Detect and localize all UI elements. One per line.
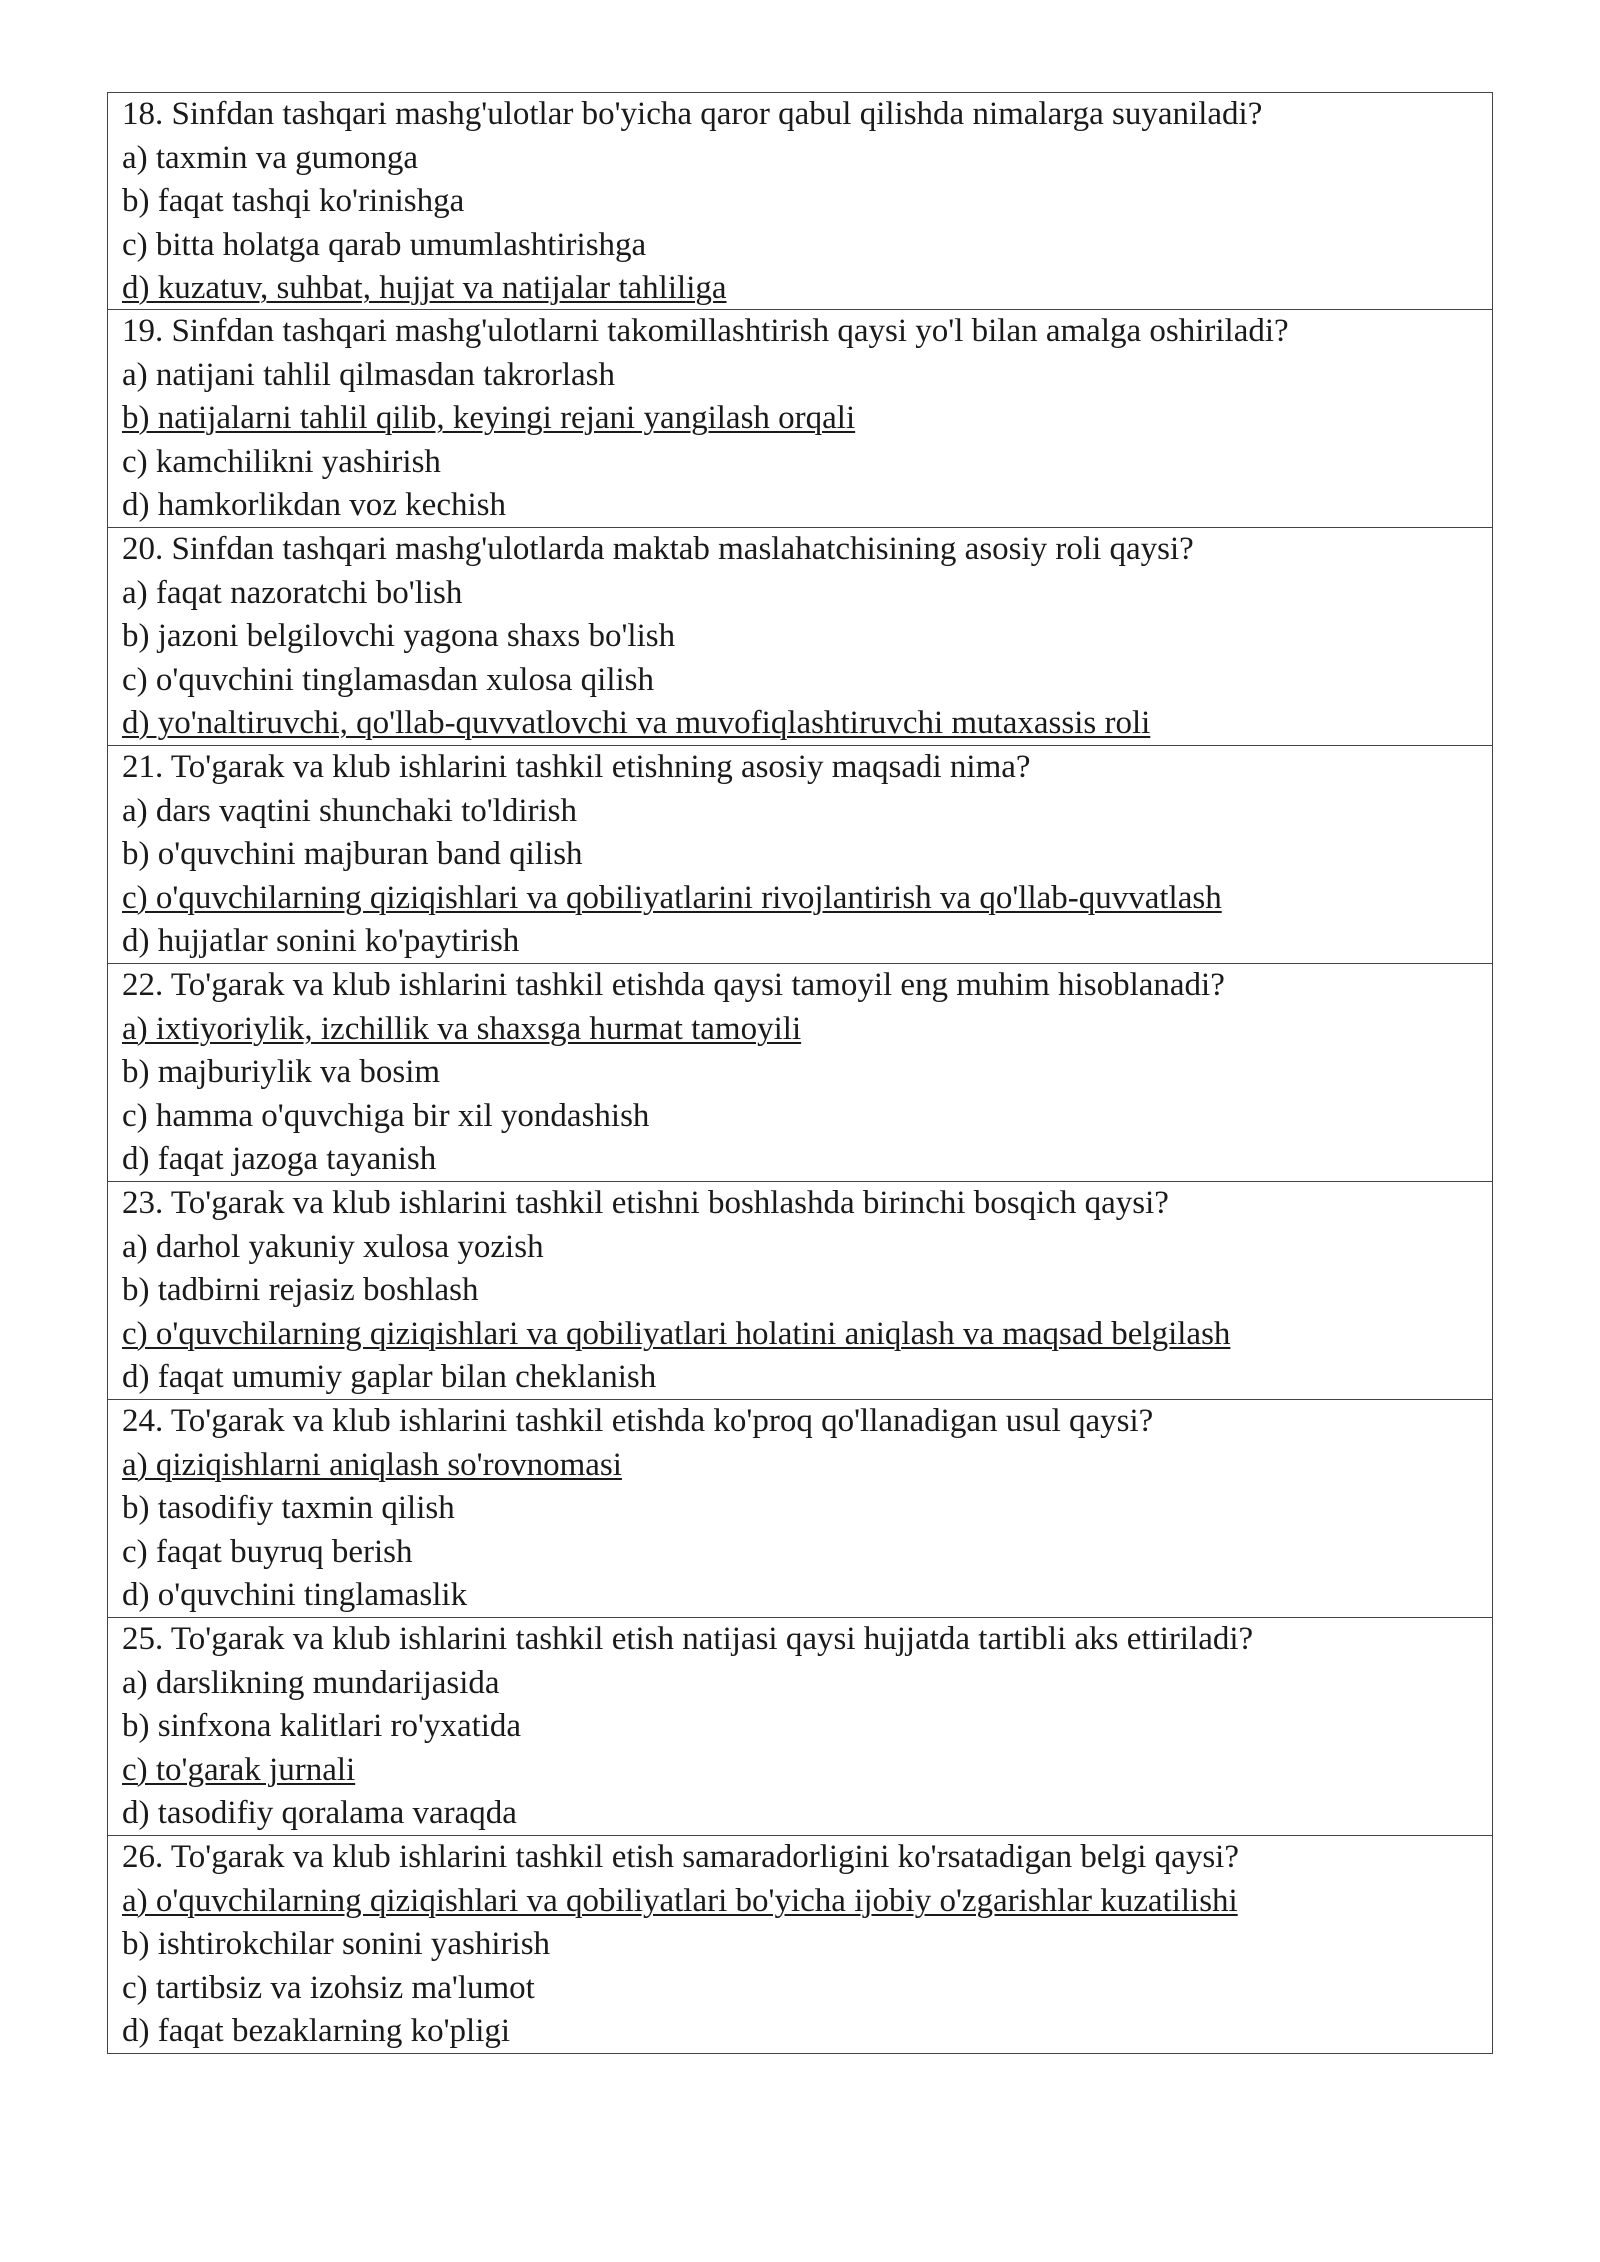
answer-option: b) tadbirni rejasiz boshlash xyxy=(122,1272,479,1308)
answer-option: c) tartibsiz va izohsiz ma'lumot xyxy=(122,1969,535,2006)
question-cell xyxy=(108,1181,1492,1399)
answer-option: d) faqat jazoga tayanish xyxy=(122,1141,437,1177)
correct-answer-option: d) yo'naltiruvchi, qo'llab-quvvatlovchi va muvofiqlashtiruvchi mutaxassis roli xyxy=(122,705,1151,741)
correct-answer-option: d) kuzatuv, suhbat, hujjat va natijalar tahliliga xyxy=(122,270,727,306)
answer-option: a) taxmin va gumonga xyxy=(122,139,419,176)
question-text: 25. To'garak va klub ishlarini tashkil etish natijasi qaysi hujjatda tartibli aks ettiriladi? xyxy=(122,1621,1254,1657)
question-cell xyxy=(108,963,1492,1181)
answer-option: d) hamkorlikdan voz kechish xyxy=(122,487,506,523)
question-text: 24. To'garak va klub ishlarini tashkil etishda ko'proq qo'llanadigan usul qaysi? xyxy=(122,1403,1154,1439)
answer-option: a) darhol yakuniy xulosa yozish xyxy=(122,1228,544,1265)
answer-option: b) tasodifiy taxmin qilish xyxy=(122,1490,455,1526)
answer-option: d) hujjatlar sonini ko'paytirish xyxy=(122,923,520,959)
answer-option: c) faqat buyruq berish xyxy=(122,1533,413,1570)
answer-option: b) ishtirokchilar sonini yashirish xyxy=(122,1926,551,1962)
question-text: 22. To'garak va klub ishlarini tashkil etishda qaysi tamoyil eng muhim hisoblanadi? xyxy=(122,967,1225,1003)
question-cell xyxy=(108,745,1492,963)
answer-option: c) bitta holatga qarab umumlashtirishga xyxy=(122,226,647,263)
answer-option: a) natijani tahlil qilmasdan takrorlash xyxy=(122,356,616,393)
correct-answer-option: c) o'quvchilarning qiziqishlari va qobiliyatlarini rivojlantirish va qo'llab-quvvatlash xyxy=(122,879,1222,916)
question-cell xyxy=(108,1399,1492,1617)
correct-answer-option: a) ixtiyoriylik, izchillik va shaxsga hurmat tamoyili xyxy=(122,1010,802,1047)
correct-answer-option: a) o'quvchilarning qiziqishlari va qobiliyatlari bo'yicha ijobiy o'zgarishlar kuzatilishi xyxy=(122,1882,1238,1919)
correct-answer-option: a) qiziqishlarni aniqlash so'rovnomasi xyxy=(122,1446,622,1483)
question-cell xyxy=(108,1835,1492,2053)
answer-option: d) faqat bezaklarning ko'pligi xyxy=(122,2013,511,2049)
question-text: 20. Sinfdan tashqari mashg'ulotlarda maktab maslahatchisining asosiy roli qaysi? xyxy=(122,531,1194,567)
answer-option: d) tasodifiy qoralama varaqda xyxy=(122,1795,517,1831)
answer-option: d) o'quvchini tinglamaslik xyxy=(122,1577,468,1613)
answer-option: b) sinfxona kalitlari ro'yxatida xyxy=(122,1708,522,1744)
question-text: 26. To'garak va klub ishlarini tashkil etish samaradorligini ko'rsatadigan belgi qaysi? xyxy=(122,1839,1239,1875)
answer-option: c) hamma o'quvchiga bir xil yondashish xyxy=(122,1097,650,1134)
question-cell xyxy=(108,309,1492,527)
question-text: 18. Sinfdan tashqari mashg'ulotlar bo'yicha qaror qabul qilishda nimalarga suyaniladi? xyxy=(122,96,1263,132)
question-text: 21. To'garak va klub ishlarini tashkil etishning asosiy maqsadi nima? xyxy=(122,749,1031,785)
answer-option: b) majburiylik va bosim xyxy=(122,1054,441,1090)
answer-option: b) faqat tashqi ko'rinishga xyxy=(122,183,465,219)
answer-option: a) darslikning mundarijasida xyxy=(122,1664,500,1701)
answer-option: b) o'quvchini majburan band qilish xyxy=(122,836,583,872)
correct-answer-option: c) to'garak jurnali xyxy=(122,1751,356,1788)
question-cell xyxy=(108,93,1492,309)
answer-option: a) faqat nazoratchi bo'lish xyxy=(122,574,463,611)
correct-answer-option: b) natijalarni tahlil qilib, keyingi rejani yangilash orqali xyxy=(122,400,856,436)
question-text: 19. Sinfdan tashqari mashg'ulotlarni takomillashtirish qaysi yo'l bilan amalga oshiriladi? xyxy=(122,313,1289,349)
question-cell xyxy=(108,1617,1492,1835)
question-cell xyxy=(108,527,1492,745)
answer-option: c) o'quvchini tinglamasdan xulosa qilish xyxy=(122,661,655,698)
quiz-table xyxy=(107,92,1493,2054)
question-text: 23. To'garak va klub ishlarini tashkil etishni boshlashda birinchi bosqich qaysi? xyxy=(122,1185,1169,1221)
answer-option: a) dars vaqtini shunchaki to'ldirish xyxy=(122,792,578,829)
answer-option: b) jazoni belgilovchi yagona shaxs bo'lish xyxy=(122,618,676,654)
correct-answer-option: c) o'quvchilarning qiziqishlari va qobiliyatlari holatini aniqlash va maqsad belgilash xyxy=(122,1315,1231,1352)
answer-option: c) kamchilikni yashirish xyxy=(122,443,441,480)
answer-option: d) faqat umumiy gaplar bilan cheklanish xyxy=(122,1359,657,1395)
